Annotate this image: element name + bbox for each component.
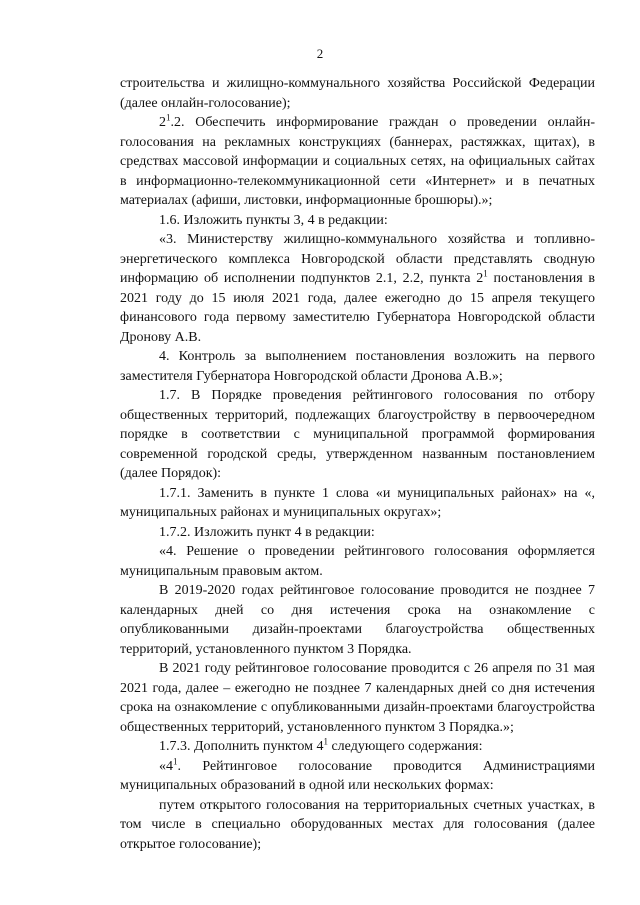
paragraph: путем открытого голосования на территориальных счетных участках, в том числе в специально оборудованных местах для голосования (далее открытое голосование); [120, 797, 595, 852]
paragraph: $2^1.2$. Обеспечить информирование граждан о проведении онлайн-голосования на рекламных конструкциях (баннерах, растяжках, щитах), в средствах массовой информации и социальных сетях, на официальных сайтах в информационно-телекоммуникационной сети «Интернет» и в печатных материалах (афиши, листовки, информационные брошюры).»; [120, 112, 595, 208]
paragraph: «3. Министерству жилищно-коммунального хозяйства и топливно-энергетического комплекса Новгородской области представлять сводную информацию об исполнении подпунктов 2.1, 2.2, пункта $2^1$ постановления в 2021 году до 15 июля 2021 года, далее ежегодно до 15 апреля текущего финансового года первому заместителю Губернатора Новгородской области Дронову А.В. [120, 232, 595, 345]
paragraph: строительства и жилищно-коммунального хозяйства Российской Федерации (далее онлайн-голосование); [120, 76, 595, 111]
paragraph: 1.7. В Порядке проведения рейтингового голосования по отбору общественных территорий, подлежащих благоустройству в первоочередном порядке в соответствии с муниципальной программой формирования современной городской среды, утвержденном названным постановлением (далее Порядок): [120, 388, 595, 481]
page-number: 2 [316, 46, 324, 61]
paragraph: 1.7.2. Изложить пункт 4 в редакции: [159, 524, 375, 540]
paragraph: «4. Решение о проведении рейтингового голосования оформляется муниципальным правовым актом. [120, 544, 595, 579]
paragraph: 1.6. Изложить пункты 3, 4 в редакции: [159, 212, 388, 228]
paragraph: В 2021 году рейтинговое голосование проводится с 26 апреля по 31 мая 2021 года, далее – ежегодно не позднее 7 календарных дней со дня истечения срока на ознакомление с опубликованными дизайн-проектами благоустройства общественных территорий, установленного пунктом 3 Порядка.»; [120, 661, 595, 735]
paragraph: «$4^1$. Рейтинговое голосование проводится Администрациями муниципальных образований в одной или нескольких формах: [120, 755, 595, 793]
paragraph: 1.7.1. Заменить в пункте 1 слова «и муниципальных районах» на «, муниципальных районах и муниципальных округах»; [120, 485, 595, 520]
paragraph: 1.7.3. Дополнить пунктом $4^1$ следующего содержания: [159, 736, 483, 754]
document-body [120, 74, 595, 854]
paragraph: 4. Контроль за выполнением постановления возложить на первого заместителя Губернатора Новгородской области Дронова А.В.»; [120, 349, 595, 384]
paragraph: В 2019-2020 годах рейтинговое голосование проводится не позднее 7 календарных дней со дня истечения срока на ознакомление с опубликованными дизайн-проектами благоустройства общественных территорий, установленного пунктом 3 Порядка. [120, 583, 595, 657]
